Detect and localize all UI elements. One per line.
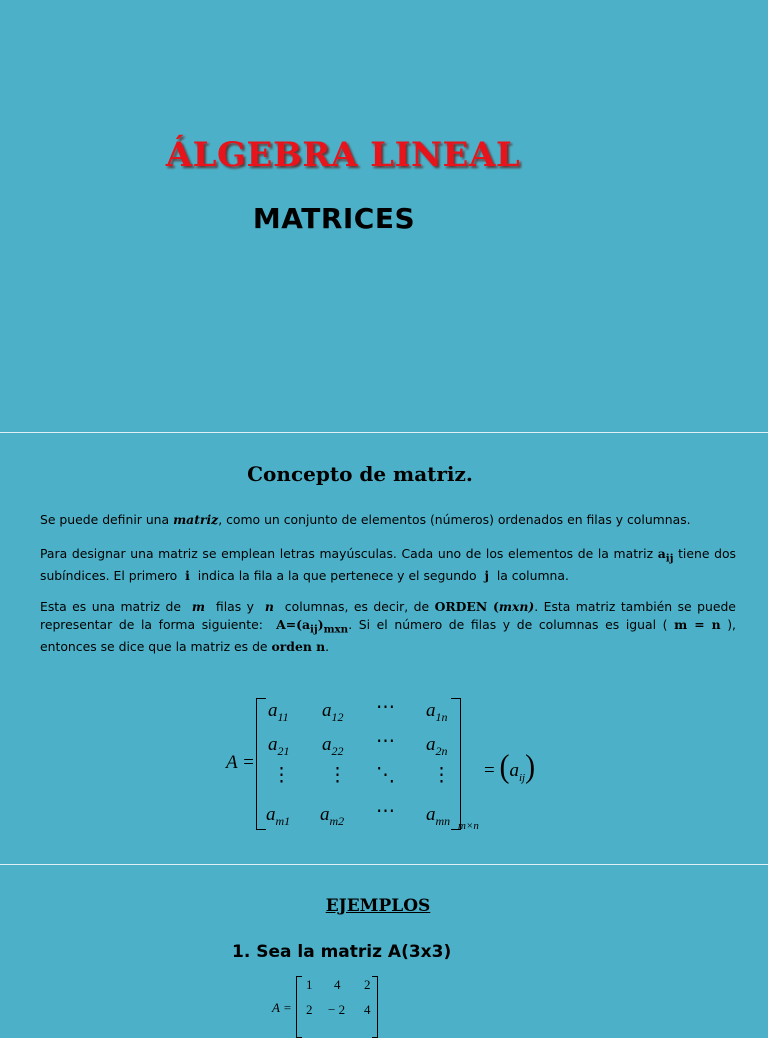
example-cell: 1 bbox=[306, 977, 313, 992]
examples-heading: EJEMPLOS bbox=[325, 896, 431, 916]
formula-lhs: A = bbox=[226, 752, 255, 773]
main-title: ÁLGEBRA LINEAL bbox=[165, 135, 521, 175]
matrix-cell: $a_{12}$ bbox=[322, 700, 344, 724]
example-cell: 4 bbox=[334, 977, 341, 992]
matrix-cell: $a_{11}$ bbox=[268, 700, 289, 724]
example-cell: − 2 bbox=[328, 1002, 346, 1017]
matrix-cell: ⋯ bbox=[376, 731, 395, 752]
matrix-cell: ⋱ bbox=[376, 765, 395, 786]
matrix-cell: $a_{mn}$ bbox=[426, 804, 451, 828]
matrix-cell: $a_{21}$ bbox=[268, 734, 290, 758]
example-matrix bbox=[272, 976, 392, 1026]
matrix-cell: ⋯ bbox=[376, 801, 395, 822]
formula-rhs: = $(a_{ij})$ bbox=[484, 748, 536, 785]
matrix-cell: $a_{1n}$ bbox=[426, 700, 448, 724]
matrix-cell: $a_{2n}$ bbox=[426, 734, 448, 758]
concept-slide bbox=[0, 434, 768, 864]
slide-separator bbox=[0, 864, 768, 865]
example-cell: 2 bbox=[364, 977, 371, 992]
matrix-cell: ⋮ bbox=[272, 765, 291, 786]
examples-slide bbox=[0, 866, 768, 1024]
definition-paragraph: Se puede definir una matriz, como un conjunto de elementos (números) ordenados en filas y columnas. bbox=[40, 512, 691, 527]
title-slide bbox=[0, 0, 768, 432]
matrix-cell: $a_{m2}$ bbox=[320, 804, 345, 828]
concept-heading: Concepto de matriz. bbox=[247, 462, 473, 486]
example-left-bracket bbox=[296, 976, 302, 1038]
example-right-bracket bbox=[372, 976, 378, 1038]
slide-separator bbox=[0, 432, 768, 433]
matrix-cell: ⋯ bbox=[376, 697, 395, 718]
notation-paragraph: Para designar una matriz se emplean letras mayúsculas. Cada uno de los elementos de la matriz $a_{ij}$ tiene dos subíndices. El primero i indica la fila a la que pertenece y el segundo j la columna. bbox=[40, 546, 737, 584]
matrix-formula bbox=[222, 692, 542, 842]
example-item-1: 1. Sea la matriz A(3x3) bbox=[232, 942, 452, 962]
matrix-cell: ⋮ bbox=[328, 765, 347, 786]
left-bracket bbox=[256, 698, 266, 830]
example-cell: 4 bbox=[364, 1002, 371, 1017]
matrix-cell: $a_{22}$ bbox=[322, 734, 344, 758]
example-matrix-label: A = bbox=[272, 1000, 292, 1015]
matrix-order: m×n bbox=[458, 820, 479, 832]
example-cell: 2 bbox=[306, 1002, 313, 1017]
subtitle: MATRICES bbox=[252, 202, 416, 235]
matrix-cell: $a_{m1}$ bbox=[266, 804, 291, 828]
order-paragraph: Esta es una matriz de m filas y n columnas, es decir, de ORDEN (mxn). Esta matriz también se puede representar de la forma siguiente: $A=(a_{ij})_{mxn}$. Si el número de filas y de columnas es igual ( m = n ), entonces se dice que la matriz es de orden n. bbox=[40, 599, 736, 655]
right-bracket bbox=[451, 698, 461, 830]
matrix-cell: ⋮ bbox=[432, 765, 451, 786]
